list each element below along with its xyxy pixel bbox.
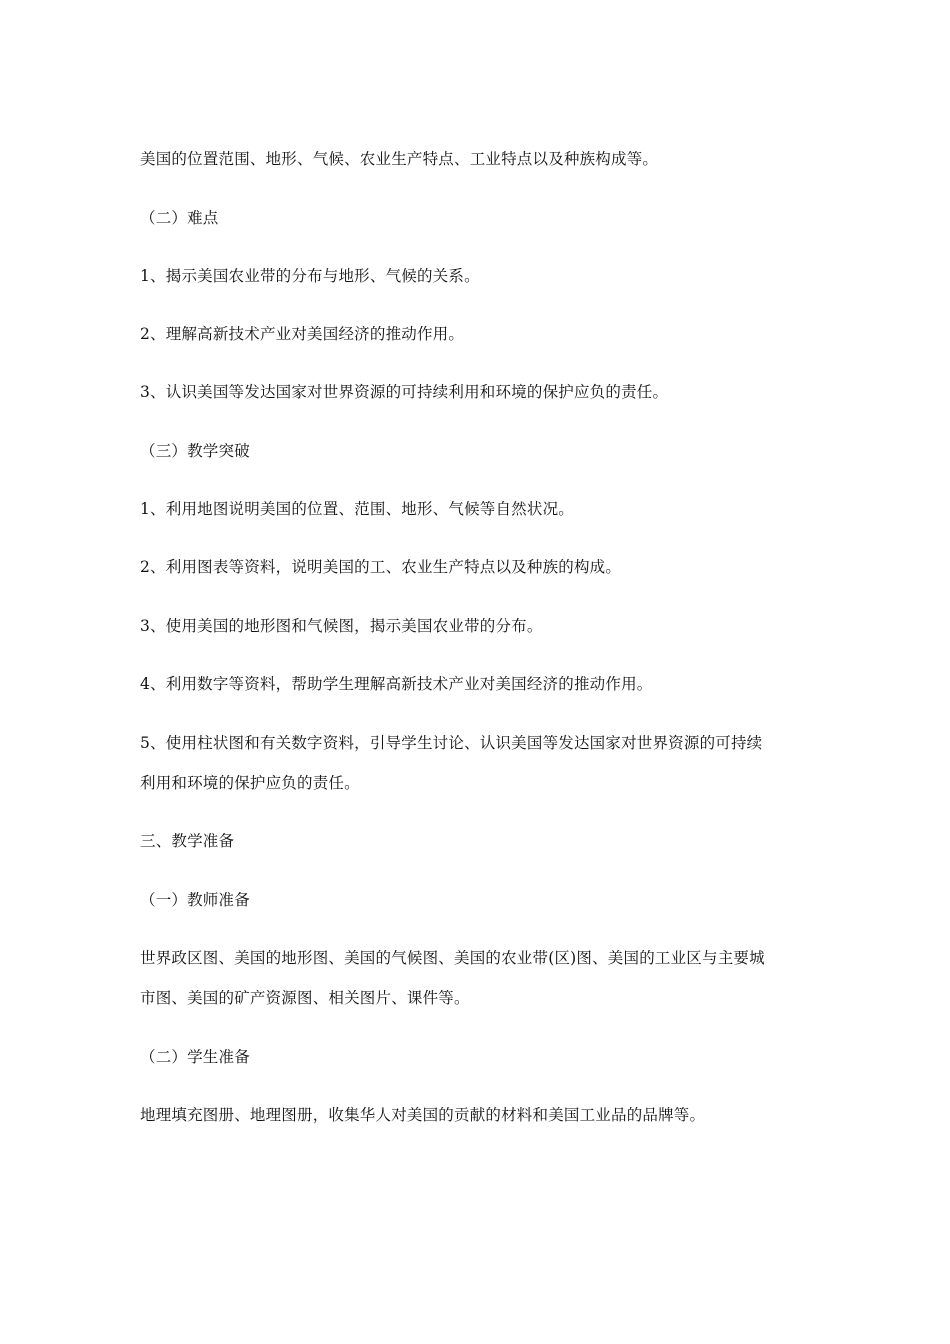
breakthrough-item-5-line-2: 利用和环境的保护应负的责任。 <box>140 774 360 792</box>
breakthrough-item-3: 3、使用美国的地形图和气候图，揭示美国农业带的分布。 <box>140 617 543 635</box>
heading-teaching-breakthrough: （三）教学突破 <box>140 442 250 460</box>
heading-difficulties: （二）难点 <box>140 209 219 227</box>
student-preparation-text: 地理填充图册、地理图册，收集华人对美国的贡献的材料和美国工业品的品牌等。 <box>140 1106 706 1124</box>
breakthrough-item-1: 1、利用地图说明美国的位置、范围、地形、气候等自然状况。 <box>140 500 574 518</box>
difficulty-item-2: 2、理解高新技术产业对美国经济的推动作用。 <box>140 325 465 343</box>
breakthrough-item-2: 2、利用图表等资料，说明美国的工、农业生产特点以及种族的构成。 <box>140 558 622 576</box>
heading-teacher-preparation: （一）教师准备 <box>140 891 250 909</box>
teacher-preparation-line-2: 市图、美国的矿产资源图、相关图片、课件等。 <box>140 989 470 1007</box>
difficulty-item-1: 1、揭示美国农业带的分布与地形、气候的关系。 <box>140 267 480 285</box>
teacher-preparation-line-1: 世界政区图、美国的地形图、美国的气候图、美国的农业带(区)图、美国的工业区与主要城 <box>140 949 765 967</box>
difficulty-item-3: 3、认识美国等发达国家对世界资源的可持续利用和环境的保护应负的责任。 <box>140 383 669 401</box>
breakthrough-item-4: 4、利用数字等资料，帮助学生理解高新技术产业对美国经济的推动作用。 <box>140 675 653 693</box>
paragraph-key-points-summary: 美国的位置范围、地形、气候、农业生产特点、工业特点以及种族构成等。 <box>140 150 659 168</box>
breakthrough-item-5-line-1: 5、使用柱状图和有关数字资料，引导学生讨论、认识美国等发达国家对世界资源的可持续 <box>140 734 763 752</box>
heading-teaching-preparation: 三、教学准备 <box>140 832 235 850</box>
heading-student-preparation: （二）学生准备 <box>140 1048 250 1066</box>
